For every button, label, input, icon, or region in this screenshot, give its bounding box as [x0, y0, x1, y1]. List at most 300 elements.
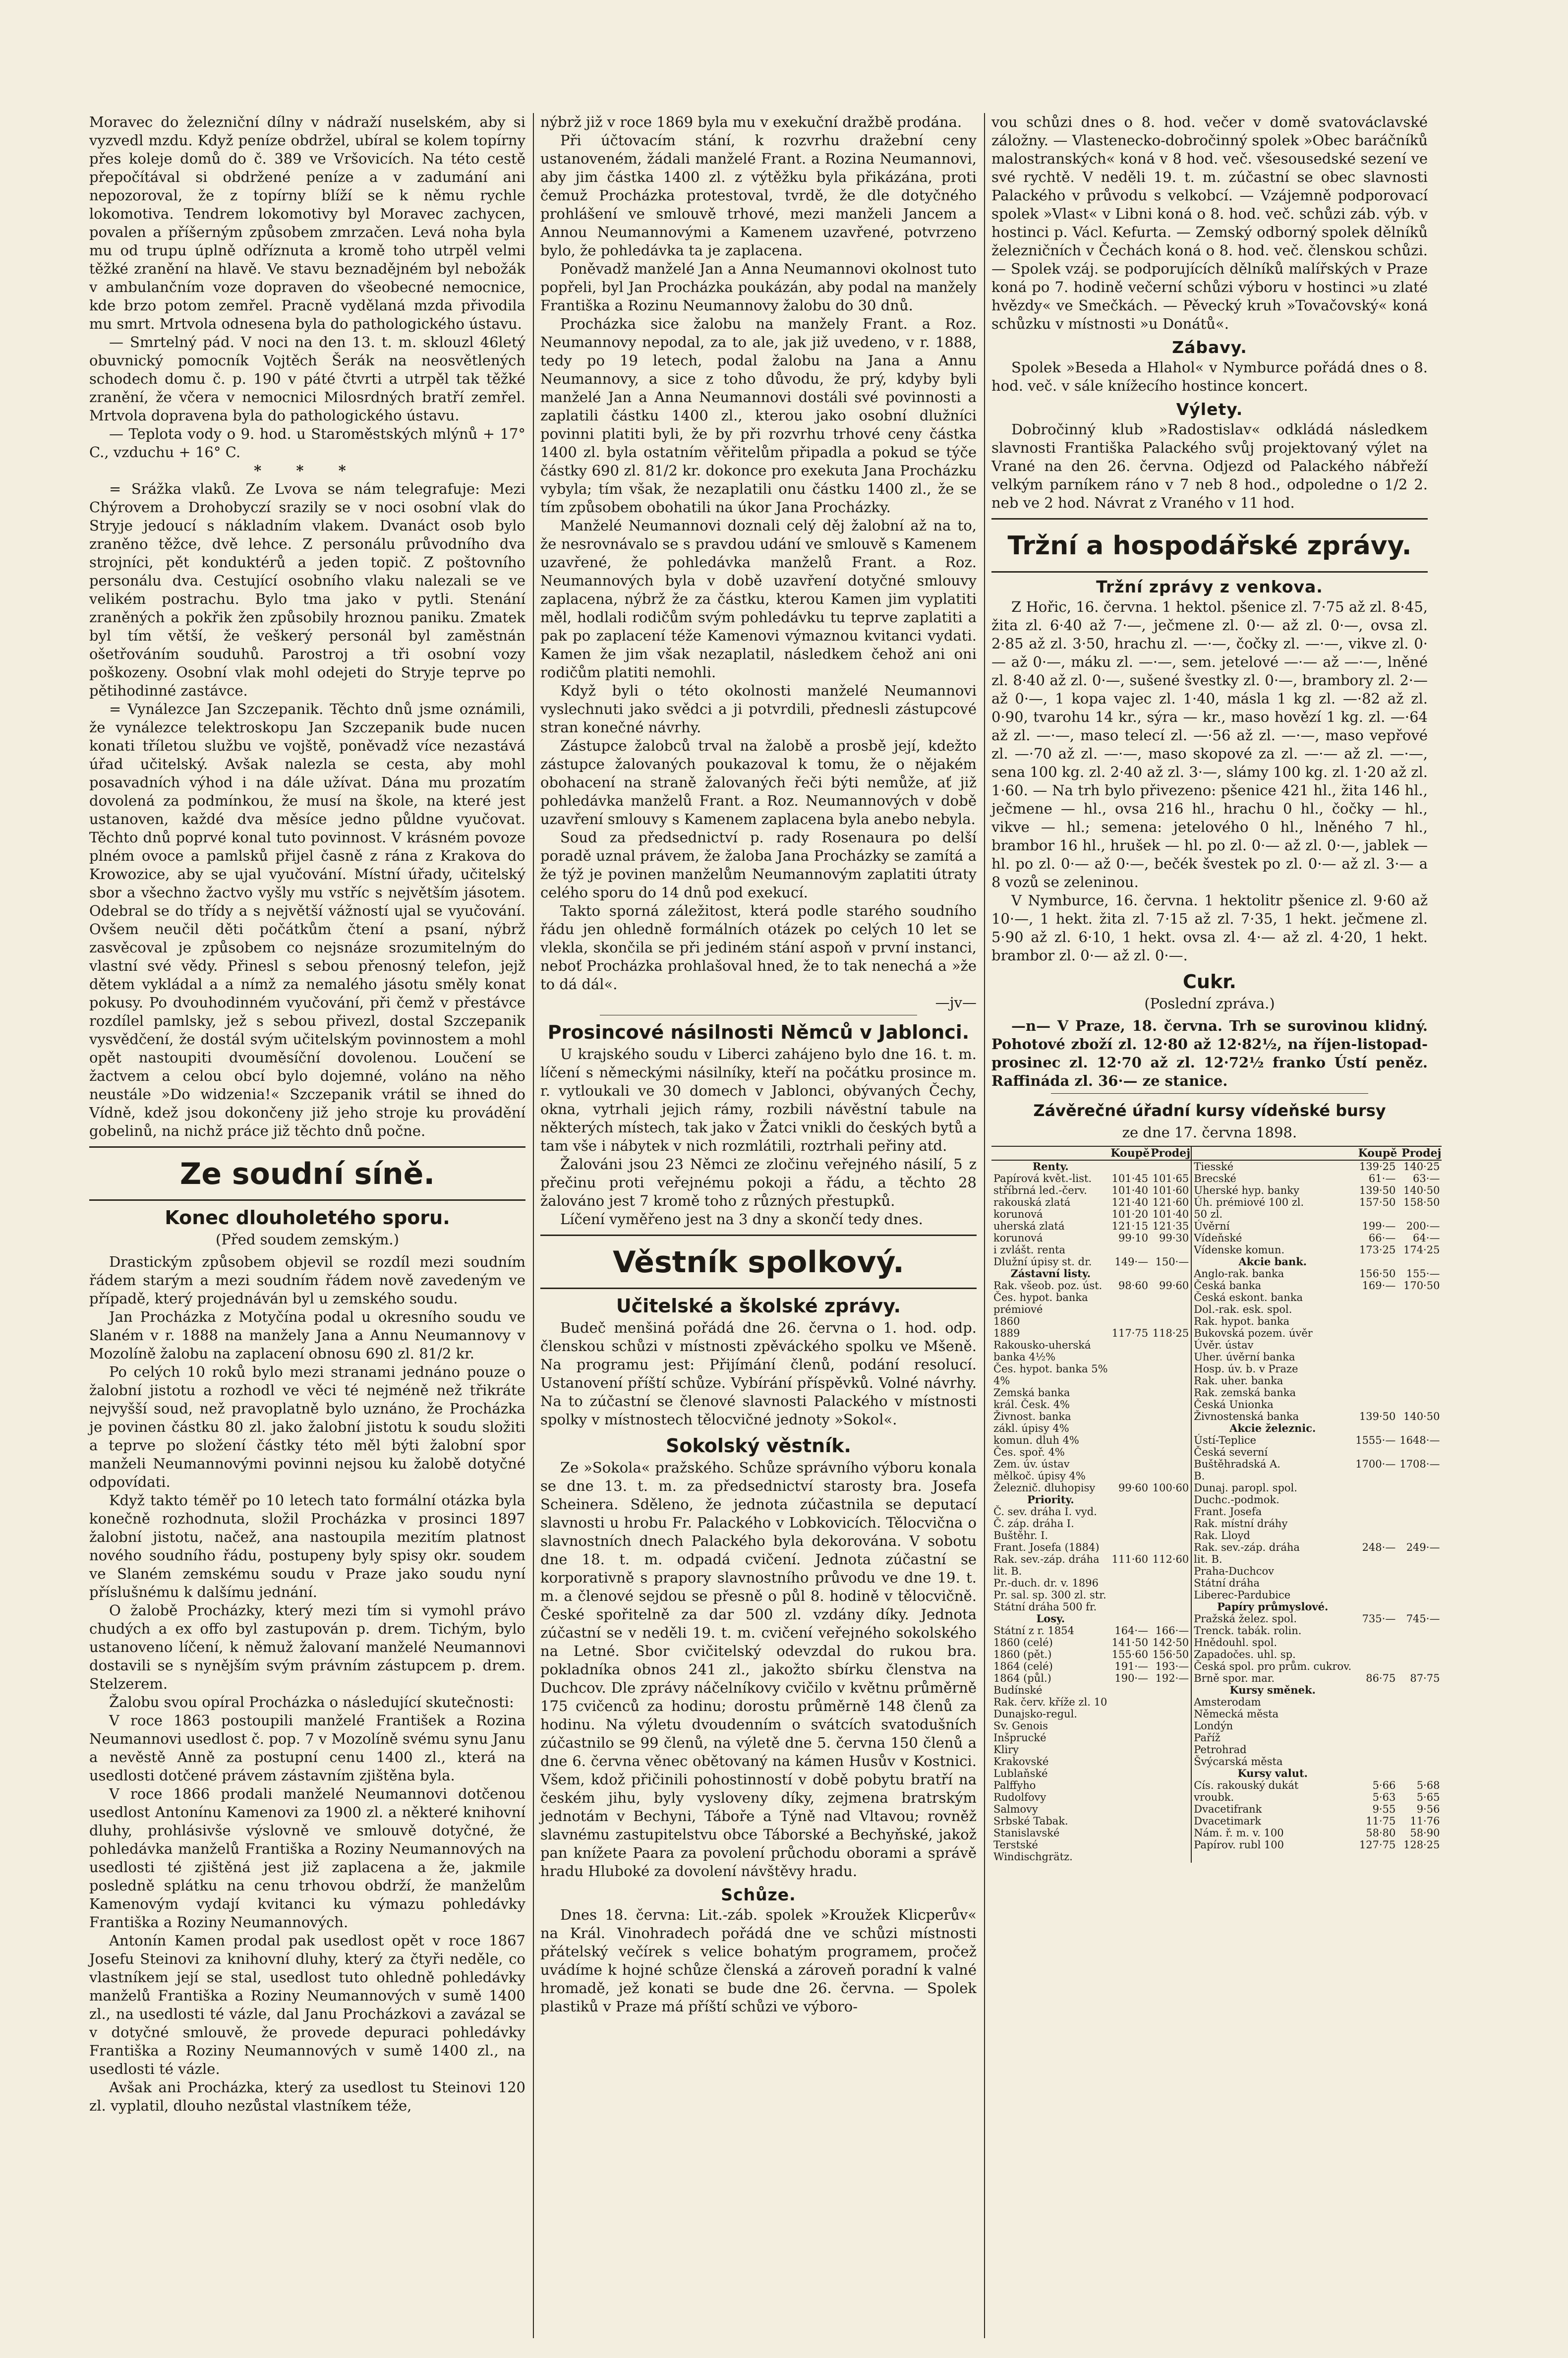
sell-price [1150, 1827, 1191, 1839]
article-text: Z Hořic, 16. června. 1 hektol. pšenice zl. 7·75 až zl. 8·45, žita zl. 6·40 až 7·—, ječmene zl. 0·— až zl. 0·—, ovsa zl. 2·85 až zl. 3·50, hrachu zl. —·—, čočky zl. —·—, vikve zl. 0·— až 0·—, máku zl. —·—, sem. jetelové —·— až —·—, lněné zl. 8·40 až zl. 0·—, sušené švestky zl. 0·—, brambory zl. 2·— až 0·—, 1 kopa vajec zl. 1·40, másla 1 kg zl. —·82 až zl. 0·90, tvarohu 14 kr., sýra — kr., maso hovězí 1 kg. zl. —·64 až zl. —·—, maso telecí zl. —·56 až zl. —·—, maso vepřové zl. —·70 až zl. —·—, maso skopové za zl. —·— až zl. —·—, sena 100 kg. zl. 2·40 až zl. 3·—, slámy 100 kg. zl. 1·20 až zl. 1·60. — Na trh bylo přivezeno: pšenice 421 hl., žita 146 hl., ječmene — hl., ovsa 216 hl., hrachu 0 hl., čočky — hl., vikve — hl.; semena: jetelového 0 hl., lněného 7 hl., brambor 16 hl., hrušek — hl. po zl. 0·— až zl. 0·—, jablek — hl. po zl. 0·— až 0·—, bečék švestek po zl. 0·— až zl. 3·— a 8 vozů se zeleninou. [991, 598, 1428, 890]
sell-price [1397, 1315, 1442, 1327]
sell-price: 249·— [1406, 1541, 1440, 1553]
buy-price: 735·— [1362, 1613, 1396, 1625]
security-name: Pr. sal. sp. 300 zl. str. [993, 1589, 1106, 1601]
buy-price [1353, 1684, 1397, 1696]
article-text: Procházka sice žalobu na manžely Frant. a Roz. Neumannovy nepodal, za to ale, jak již uvedeno, v r. 1888, tedy po 19 letech, podal žalobu na Jana a Annu Neumannovy, a sice z toho důvodu, že prý, kdyby byli manželé Jan a Anna Neumannovi dostáli své povinnosti a zaplatili částku 1400 zl., kterou jako osobní dlužníci povinni platiti byli, že by při rozvrhu trhové ceny částka 1400 zl. byla ostatním věřitelům připadla a pokud se týče částky 690 zl. 81/2 kr. dokonce pro exekuta Jana Procházku vybyla; tím však, že nezaplatili onu částku 1400 zl., že se tím způsobem obohatili na úkor Jana Procházky. [540, 315, 977, 516]
buy-price [1110, 1541, 1150, 1553]
article-text: Když byli o této okolnosti manželé Neumannovi vyslechnuti jako svědci a ji potvrdili, přednesli zástupcové stran konečné návrhy. [540, 682, 977, 736]
table-row [991, 1708, 1442, 1720]
security-name: Salmovy [993, 1803, 1038, 1815]
buy-price [1110, 1732, 1150, 1744]
security-name: 1860 (pět.) [993, 1649, 1052, 1660]
buy-price [1110, 1589, 1150, 1601]
table-row [991, 1637, 1442, 1649]
table-row [991, 1803, 1442, 1815]
sell-price: 112·60 [1152, 1553, 1189, 1565]
security-name: Papírová květ.-list. [993, 1173, 1092, 1184]
table-row [991, 1244, 1442, 1256]
security-name: Rak. uher. banka [1191, 1375, 1353, 1387]
buy-price: 199·— [1362, 1220, 1396, 1232]
security-name: Česká banka [1191, 1280, 1353, 1292]
sell-price [1397, 1387, 1442, 1399]
buy-price [1353, 1518, 1397, 1530]
security-name: mělkoč. úpisy 4% [993, 1470, 1086, 1482]
sell-price [1397, 1422, 1442, 1434]
buy-price [1110, 1708, 1150, 1720]
sell-price [1150, 1292, 1191, 1303]
security-name: Lublaňské [993, 1768, 1048, 1779]
section-stars: * * * [254, 462, 361, 479]
security-name: Palffyho [993, 1779, 1036, 1791]
sell-price: 142·50 [1152, 1637, 1189, 1649]
article-text: = Vynálezce Jan Szczepanik. Těchto dnů jsme oznámili, že vynálezce telektroskopu Jan Szczepanik bude nucen konati tříletou službu ve vojště, poněvadž více nezastává úřad učitelský. Avšak nalezla se cesta, aby mohl posavadních výhod i na dále užívat. Dána mu prozatím dovolená za podmínkou, že musí na škole, na které jest ustanoven, každé dva měsíce jedno půldne vyučovat. Těchto dnů poprvé konal tuto povinnost. V krásném povoze plném ovoce a pamlsků přijel časně z rána z Krakova do Krowozice, aby se ujal vyučování. Místní úřady, učitelský sbor a všechno žactvo vyšly mu vstříc s největším jásotem. Odebral se do třídy a s největší vážností ujal se vyučování. Ovšem neučil děti počátkům čtení a psaní, nýbrž zasvěcoval je způsobem co nejsnáze srozumitelným do vlastní své vědy. Přinesl s sebou přenosný telefon, jejž dětem vykládal a a nímž za nemalého jásotu směly konat pokusy. Po dvouhodinném vyučování, při čemž v přestávce rozdílel pamlsky, jež s sebou přivezl, dostal Szczepanik vysvědčení, že dostál svým učitelským povinnostem a mohl opět nastoupiti dvouměsíční dovolenou. Loučení se žactvem a celou obcí bylo dojemné, volánо na něho neustále »Do widzenia!« Szczepanik vrátil se ihned do Vídně, kdež jsou dokončeny již jeho stroje ku provádění gobelinů, na nichž práce již těchto dnů počne. [89, 701, 525, 1139]
table-row [991, 1339, 1442, 1351]
sell-price [1397, 1732, 1442, 1744]
sell-price [1150, 1506, 1191, 1518]
security-name: Vídenske komun. [1191, 1244, 1353, 1256]
security-name: 1864 (celé) [993, 1660, 1053, 1672]
sell-price [1150, 1268, 1191, 1280]
buy-price: 117·75 [1111, 1327, 1149, 1339]
sell-price [1150, 1470, 1191, 1482]
sell-price [1150, 1577, 1191, 1589]
sell-price: 5·68 [1416, 1779, 1440, 1791]
security-name: 1860 [993, 1315, 1020, 1327]
article-text: O žalobě Procházky, který mezi tím si vymohl právo chudých a ex offo byl zastupován p. drem. Tichým, bylo ustanoveno líčení, k němuž žalovaní manželé Neumannovi dostavili se s nynějším svým právním zástupcem p. drem. Stelzerem. [89, 1602, 525, 1692]
article-text: V Nymburce, 16. června. 1 hektolitr pšenice zl. 9·60 až 10·—, 1 hekt. žita zl. 7·15 až zl. 7·35, 1 hekt. ječmene zl. 5·90 až zl. 6·10, 1 hekt. ovsa zl. 4·— až zl. 4·20, 1 hekt. brambor zl. 0·— až zl. 0·—. [991, 892, 1428, 964]
table-row [991, 1268, 1442, 1280]
sell-price [1150, 1458, 1191, 1470]
table-row [991, 1649, 1442, 1660]
column-3 [991, 113, 1442, 2338]
article-heading: Zábavy. [1172, 338, 1247, 357]
buy-price [1110, 1839, 1150, 1851]
section-divider [89, 1146, 525, 1148]
article-text: Spolek »Beseda a Hlahol« v Nymburce pořádá dnes o 8. hod. več. v sále knížecího hostince koncert. [991, 359, 1428, 394]
security-name: Praha-Duchcov [1191, 1565, 1353, 1577]
security-name: Švýcarská města [1191, 1756, 1353, 1768]
table-row [991, 1173, 1442, 1184]
sell-price [1397, 1744, 1442, 1756]
buy-price: 61·— [1368, 1173, 1396, 1184]
buy-price [1110, 1387, 1150, 1399]
security-name: Terstské [993, 1839, 1038, 1851]
security-name: Dunajsko-regul. [993, 1708, 1077, 1720]
security-name: Dol.-rak. esk. spol. [1191, 1303, 1353, 1315]
security-name: Buštěhradská A. [1191, 1458, 1353, 1470]
article-text: U krajského soudu v Liberci zahájeno bylo dne 16. t. m. líčení s německými násilníky, kteří na počátku prosince m. r. vytloukali ve 30 domech v Jablonci, obývaných Čechy, okna, vytrhali jejich rámy, rozbili návěstní tabule na některých místech, tak jako v Žatci vnikli do českých bytů a tam vše i nábytek v nich rozmlátili, roztrhali peřiny atd. [540, 1046, 977, 1154]
table-row [991, 1446, 1442, 1458]
sell-price: 99·30 [1159, 1232, 1189, 1244]
security-name: Inšprucké [993, 1732, 1046, 1744]
sell-price [1150, 1494, 1191, 1506]
security-name: korunová [993, 1232, 1043, 1244]
buy-price [1353, 1660, 1397, 1672]
security-name: král. Česk. 4% [993, 1399, 1070, 1411]
security-name: Česká Unionka [1191, 1399, 1353, 1411]
security-name: Německá města [1191, 1708, 1353, 1720]
table-row [991, 1589, 1442, 1601]
sell-price: 101·60 [1152, 1184, 1189, 1196]
buy-price: 111·60 [1111, 1553, 1149, 1565]
article-text: Dobročinný klub »Radostislav« odkládá následkem slavnosti Františka Palackého svůj projektovaný výlet na Vrané na den 26. června. Odjezd od Palackého nábřeží velkým parníkem ráno v 7 neb 8 hod., odpoledne o 1/2 2. neb ve 2 hod. Návrat z Vraného v 11 hod. [991, 421, 1428, 511]
buy-price [1353, 1744, 1397, 1756]
security-name: B. [1191, 1470, 1353, 1482]
buy-price [1353, 1292, 1397, 1303]
sell-price [1150, 1541, 1191, 1553]
buy-price: 58·80 [1366, 1827, 1396, 1839]
buy-price [1110, 1720, 1150, 1732]
security-name: Čes. hypot. banka 5% [993, 1363, 1108, 1375]
buy-price [1353, 1470, 1397, 1482]
security-name: 50 zl. [1191, 1208, 1353, 1220]
buy-price [1110, 1375, 1150, 1387]
sell-price [1150, 1851, 1191, 1863]
article-text: Líčení vyměřeno jest na 3 dny a skončí tedy dnes. [560, 1211, 923, 1228]
buy-price: 248·— [1362, 1541, 1396, 1553]
security-name: Rakousko-uherská [993, 1339, 1091, 1351]
sell-price [1397, 1696, 1442, 1708]
sell-price: 1648·— [1399, 1434, 1440, 1446]
buy-price: 1555·— [1355, 1434, 1396, 1446]
table-row [991, 1315, 1442, 1327]
sell-price [1150, 1399, 1191, 1411]
sell-price [1397, 1303, 1442, 1315]
table-row [991, 1672, 1442, 1684]
security-name: Ústí-Teplice [1191, 1434, 1353, 1446]
table-row [991, 1232, 1442, 1244]
security-name: Rak. sev.-záp. dráha [993, 1553, 1100, 1565]
sell-price [1397, 1375, 1442, 1387]
security-name: Frant. Josefa (1884) [993, 1541, 1100, 1553]
sell-price [1397, 1351, 1442, 1363]
security-name: Zemská banka [993, 1387, 1070, 1399]
sell-price [1150, 1803, 1191, 1815]
buy-price [1353, 1208, 1397, 1220]
table-row [991, 1292, 1442, 1303]
buy-price [1353, 1756, 1397, 1768]
table-row [991, 1541, 1442, 1553]
table-row [991, 1577, 1442, 1589]
security-name: Amsterodam [1191, 1696, 1353, 1708]
section-divider [991, 518, 1428, 520]
buy-price [1353, 1577, 1397, 1589]
table-row [991, 1601, 1442, 1613]
security-name: Frant. Josefa [1191, 1506, 1353, 1518]
buy-price [1110, 1446, 1150, 1458]
sell-price [1397, 1470, 1442, 1482]
buy-price: 139·50 [1359, 1411, 1396, 1422]
buy-price [1353, 1506, 1397, 1518]
buy-price [1353, 1482, 1397, 1494]
sell-price [1150, 1351, 1191, 1363]
buy-price [1353, 1553, 1397, 1565]
security-name: Rak. Lloyd [1191, 1530, 1353, 1541]
buy-price [1353, 1720, 1397, 1732]
sell-price [1150, 1375, 1191, 1387]
sell-price [1397, 1684, 1442, 1696]
article-text: Takto sporná záležitost, která podle starého soudního řádu jen ohledně formálních otázek po celých 10 let se vlekla, skončila se při jediném stání aspoň v první instanci, neboť Procházka prohlašoval hned, že to tak nenechá a »že to dá dál«. [540, 902, 977, 993]
column-rule [533, 113, 534, 2338]
table-row [991, 1696, 1442, 1708]
buy-price: 121·40 [1111, 1196, 1149, 1208]
security-name: Kliry [993, 1744, 1019, 1756]
article-text: Soud za předsednictví p. rady Rosenaura po delší poradě uznal právem, že žaloba Jana Procházky se zamítá a že týž je povinen manželům Neumannovým zaplatiti útraty celého sporu do 14 dnů pod exekucí. [540, 829, 977, 901]
table-row [991, 1363, 1442, 1375]
sell-price [1150, 1434, 1191, 1446]
buy-price: 5·66 [1372, 1779, 1396, 1791]
sell-price [1397, 1756, 1442, 1768]
buy-price [1353, 1387, 1397, 1399]
security-name: lit. B. [993, 1565, 1022, 1577]
security-name: Čes. spoř. 4% [993, 1446, 1065, 1458]
buy-price [1353, 1256, 1397, 1268]
sell-price [1150, 1791, 1191, 1803]
table-row [991, 1494, 1442, 1506]
buy-price [1353, 1315, 1397, 1327]
sell-price: 174·25 [1403, 1244, 1440, 1256]
sell-price [1397, 1518, 1442, 1530]
sell-price [1397, 1577, 1442, 1589]
security-name: Rak. hypot. banka [1191, 1315, 1353, 1327]
sell-price [1397, 1482, 1442, 1494]
buy-price [1353, 1446, 1397, 1458]
security-name: Nám. ř. m. v. 100 [1191, 1827, 1353, 1839]
sell-price [1397, 1565, 1442, 1577]
table-row [991, 1565, 1442, 1577]
sell-price [1150, 1768, 1191, 1779]
sell-price [1150, 1565, 1191, 1577]
article-text: V roce 1866 prodali manželé Neumannovi dotčenou usedlost Antonínu Kamenovi za 1900 zl. a některé knihovní dluhy, prohlásivše výslovně ve smlouvě dotyčné, že pohledávka manželů Františka a Roziny Neumannových na usedlosti té zjištěná jest již zaplacena a že, jakmile posledně splátku na cenu trhovou obdrží, že manželům Kamenovým vydají kvitanci ku výmazu pohledávky Františka a Roziny Neumannových. [89, 1785, 525, 1931]
table-row [991, 1791, 1442, 1803]
security-name: Rudolfovy [993, 1791, 1046, 1803]
buy-price [1110, 1292, 1150, 1303]
security-name: Petrohrad [1191, 1744, 1353, 1756]
table-row [991, 1756, 1442, 1768]
buy-price [1110, 1827, 1150, 1839]
sell-price [1150, 1601, 1191, 1613]
security-name: Krakovské [993, 1756, 1049, 1768]
security-name: Vídeňské [1191, 1232, 1353, 1244]
table-row [991, 1720, 1442, 1732]
sell-price [1150, 1363, 1191, 1375]
security-name: Kursy valut. [1191, 1768, 1353, 1779]
security-name: Uher. úvěrní banka [1191, 1351, 1353, 1363]
security-name: Budínské [993, 1684, 1043, 1696]
sell-price: 63·— [1413, 1173, 1440, 1184]
sell-price: 101·65 [1152, 1173, 1189, 1184]
article-text: vou schůzi dnes o 8. hod. večer v domě svatováclavské záložny. — Vlastenecko-dobročinný spolek »Obec baráčníků malostranských« koná v 8 hod. več. všesousedské sezení ve své rychtě. V neděli 19. t. m. zúčastní se obec slavnosti Palackého v průvodu s velkobcí. — Vzájemně podporovací spolek »Vlast« v Libni koná o 8. hod. več. schůzi záb. výb. v hostinci p. Václ. Kefurta. — Zemský odborný spolek dělníků železničních v Čechách koná o 8. hod. več. členskou schůzi. — Spolek vzáj. se podporujících dělníků malířských v Praze koná po 7. hodině večerní schůzi výboru v hostinci »u zlaté hvězdy« ve Smečkách. — Pěvecký kruh »Tovačovský« koná schůzku v místnosti »u Donátů«. [991, 114, 1428, 332]
buy-price [1353, 1649, 1397, 1660]
security-name: Hosp. úv. b. v Praze [1191, 1363, 1353, 1375]
buy-price [1110, 1851, 1150, 1863]
security-name: Papíry průmyslové. [1191, 1601, 1353, 1613]
security-name: Česká severní [1191, 1446, 1353, 1458]
table-row [991, 1660, 1442, 1672]
buy-price: 139·50 [1359, 1184, 1396, 1196]
table-row [991, 1732, 1442, 1744]
buy-price [1110, 1160, 1150, 1173]
sell-price [1150, 1411, 1191, 1422]
security-name: Zapadočes. uhl. sp. [1191, 1649, 1353, 1660]
security-name: Brně spor. mar. [1191, 1672, 1353, 1684]
security-name: Londýn [1191, 1720, 1353, 1732]
sell-price [1150, 1303, 1191, 1315]
security-name: 1889 [993, 1327, 1020, 1339]
security-name: uherská zlatá [993, 1220, 1065, 1232]
table-header: Koupě [1353, 1146, 1397, 1160]
sell-price: 99·60 [1159, 1280, 1189, 1292]
table-row [991, 1375, 1442, 1387]
sell-price [1150, 1446, 1191, 1458]
security-name: Duchc.-podmok. [1191, 1494, 1353, 1506]
table-row [991, 1280, 1442, 1292]
security-name: Kursy směnek. [1191, 1684, 1353, 1696]
buy-price: 127·75 [1359, 1839, 1396, 1851]
buy-price: 141·50 [1111, 1637, 1149, 1649]
sell-price: 140·50 [1403, 1411, 1440, 1422]
security-name: Papírov. rubl 100 [1191, 1839, 1353, 1851]
article-heading: Schůze. [721, 1885, 796, 1904]
buy-price [1110, 1613, 1150, 1625]
empty-cell [1397, 1851, 1442, 1863]
buy-price [1353, 1363, 1397, 1375]
article-text: Poněvadž manželé Jan a Anna Neumannovi okolnost tuto popřeli, byl Jan Procházka poukázán, aby podal na manžely Františka a Rozinu Neumannovy žalobu do 30 dnů. [540, 260, 977, 314]
sell-price [1397, 1649, 1442, 1660]
buy-price: 66·— [1368, 1232, 1396, 1244]
sell-price [1150, 1720, 1191, 1732]
sell-price [1150, 1613, 1191, 1625]
article-text: — Smrtelný pád. V noci na den 13. t. m. sklouzl 46letý obuvnický pomocník Vojtěch Šerák na neosvětlených schodech domu č. p. 190 v páté čtvrti a utrpěl tak těžké zranění, že včera v nemocnici Milosrdných bratří zemřel. Mrtvola dopravena byla do pathologického ústavu. [89, 334, 525, 424]
sell-price: 101·40 [1152, 1208, 1189, 1220]
article-text: = Srážka vlaků. Ze Lvova se nám telegrafuje: Mezi Chýrovem a Drohobyczí srazily se v noci osobní vlak do Stryje jedoucí s nákladním vlakem. Dvanáct osob bylo zraněno těžce, dvě lehce. Z personálu průvodního dva strojníci, pět konduktérů a jeden topič. Z poštovního personálu dva. Cestující osobního vlaku nalezali se ve velikém postrachu. Bylo tma jako v pytli. Stenání zraněných a pokřik žen způsobily hroznou paniku. Zmatek byl tím větší, že veškerý personál byl zaměstnán ošetřováním souduhů. Parostroj a tři osobní vozy poškozeny. Osobní vlak mohl odejeti do Stryje teprve po pětihodinné zastávce. [89, 480, 525, 699]
section-divider [540, 1288, 977, 1289]
table-row [991, 1482, 1442, 1494]
sell-price: 155·— [1406, 1268, 1440, 1280]
buy-price [1353, 1708, 1397, 1720]
buy-price [1353, 1589, 1397, 1601]
sell-price [1150, 1589, 1191, 1601]
article-text: Avšak ani Procházka, který za usedlost tu Steinovi 120 zl. vyplatil, dlouho nezůstal vlastníkem téže, [89, 2079, 525, 2114]
buy-price: 164·— [1114, 1625, 1149, 1637]
sell-price [1150, 1339, 1191, 1351]
sell-price [1397, 1768, 1442, 1779]
article-heading: Konec dlouholetého sporu. [165, 1207, 450, 1229]
security-name: Č. záp. dráha I. [993, 1518, 1074, 1530]
sell-price [1397, 1208, 1442, 1220]
buy-price: 139·25 [1359, 1161, 1396, 1173]
security-name: 1860 (celé) [993, 1637, 1053, 1649]
buy-price [1110, 1339, 1150, 1351]
buy-price [1110, 1363, 1150, 1375]
table-row [991, 1506, 1442, 1518]
security-name: Úh. prémiové 100 zl. [1191, 1196, 1353, 1208]
table-row [991, 1387, 1442, 1399]
sell-price: 87·75 [1410, 1672, 1440, 1684]
buy-price: 101·40 [1111, 1184, 1149, 1196]
column-1 [89, 113, 525, 2338]
sell-price: 121·35 [1152, 1220, 1189, 1232]
security-name: Státní z r. 1854 [993, 1625, 1074, 1637]
article-text: Moravec do železniční dílny v nádraží nuselském, aby si vyzvedl mzdu. Když peníze obdržel, ubíral se kolem topírny přes koleje domů do č. 389 ve Vršovicích. Na této cestě přepočítával si obdržené peníze a v zadumání ani nepozoroval, že z topírny blíží se k němu rychle lokomotiva. Tendrem lokomotivy byl Moravec zachycen, povalen a příšerným způsobem zmrzačen. Levá noha byla mu od trupu úplně odříznuta a kromě toho utrpěl velmi těžké zranění na hlavě. Ve stavu beznadějném byl nebožák v ambulančním voze dopraven do všeobecné nemocnice, kde brzo potom zemřel. Pracně vydělaná mzda přivodila mu smrt. Mrtvola odnesena byla do pathologického ústavu. [89, 114, 525, 332]
table-row [991, 1553, 1442, 1565]
security-name: Tiesské [1191, 1160, 1353, 1173]
sell-price [1397, 1339, 1442, 1351]
sell-price: 128·25 [1403, 1839, 1440, 1851]
table-row [991, 1422, 1442, 1434]
sell-price: 5·65 [1416, 1791, 1440, 1803]
article-heading: Sokolský věstník. [666, 1435, 851, 1457]
table-row [991, 1327, 1442, 1339]
buy-price [1110, 1303, 1150, 1315]
security-name: Č. sev. dráha I. vyd. [993, 1506, 1097, 1518]
sell-price: 170·50 [1403, 1280, 1440, 1292]
security-name: Státní dráha [1191, 1577, 1353, 1589]
sell-price: 192·— [1155, 1672, 1189, 1684]
article-text: Žalováni jsou 23 Němci ze zločinu veřejného násilí, 5 z přečinu proti veřejnému pokoji a řádu, a těchto 28 žalováno jest 7 kromě toho z různých přestupků. [540, 1156, 977, 1209]
security-name: 4% [993, 1375, 1010, 1387]
security-name: Cís. rakouský dukát [1191, 1779, 1353, 1791]
table-row [991, 1839, 1442, 1851]
article-text: V roce 1863 postoupili manželé František a Rozina Neumannovi usedlost č. pop. 7 v Mozolíně svému synu Janu a nevěstě Anně za postupní cenu 1400 zl., která na usedlosti dotčené právem zástavním zjištěna byla. [89, 1712, 525, 1784]
stock-quotes-table [991, 1146, 1442, 1863]
security-name: Úvěrní [1191, 1220, 1353, 1232]
buy-price: 101·45 [1111, 1173, 1149, 1184]
security-name: korunová [993, 1208, 1043, 1220]
security-name: Hnědouhl. spol. [1191, 1637, 1353, 1649]
buy-price: 11·75 [1366, 1815, 1396, 1827]
buy-price: 101·20 [1111, 1208, 1149, 1220]
security-name: Anglo-rak. banka [1191, 1268, 1353, 1280]
buy-price: 156·50 [1359, 1268, 1396, 1280]
table-row [991, 1684, 1442, 1696]
security-name: Stanislavské [993, 1827, 1060, 1839]
buy-price [1353, 1565, 1397, 1577]
security-name: Rak. červ. kříže zl. 10 [993, 1696, 1107, 1708]
sell-price [1397, 1506, 1442, 1518]
security-name: lit. B. [1191, 1553, 1353, 1565]
table-row [991, 1744, 1442, 1756]
security-name: stříbrná led.-červ. [993, 1184, 1087, 1196]
sell-price [1397, 1553, 1442, 1565]
table-row [991, 1613, 1442, 1625]
sell-price [1150, 1160, 1191, 1173]
security-name: Buštěhr. I. [993, 1530, 1048, 1541]
security-name: komun. dluh 4% [993, 1434, 1079, 1446]
sell-price [1397, 1399, 1442, 1411]
sell-price: 140·25 [1403, 1161, 1440, 1173]
security-name: Renty. [1032, 1160, 1069, 1173]
table-row [991, 1530, 1442, 1541]
sell-price [1150, 1530, 1191, 1541]
buy-price [1110, 1530, 1150, 1541]
buy-price [1353, 1339, 1397, 1351]
article-heading: Cukr. [1183, 971, 1236, 993]
buy-price: 9·55 [1372, 1803, 1396, 1815]
security-name: Liberec-Pardubice [1191, 1589, 1353, 1601]
buy-price [1353, 1696, 1397, 1708]
sell-price [1397, 1625, 1442, 1637]
security-name: Dvacetimark [1191, 1815, 1353, 1827]
sell-price: 121·60 [1152, 1196, 1189, 1208]
buy-price: 99·10 [1118, 1232, 1149, 1244]
table-header: Prodej [1397, 1146, 1442, 1160]
sell-price [1397, 1589, 1442, 1601]
security-name: vroubk. [1191, 1791, 1353, 1803]
buy-price [1110, 1268, 1150, 1280]
table-row [991, 1434, 1442, 1446]
